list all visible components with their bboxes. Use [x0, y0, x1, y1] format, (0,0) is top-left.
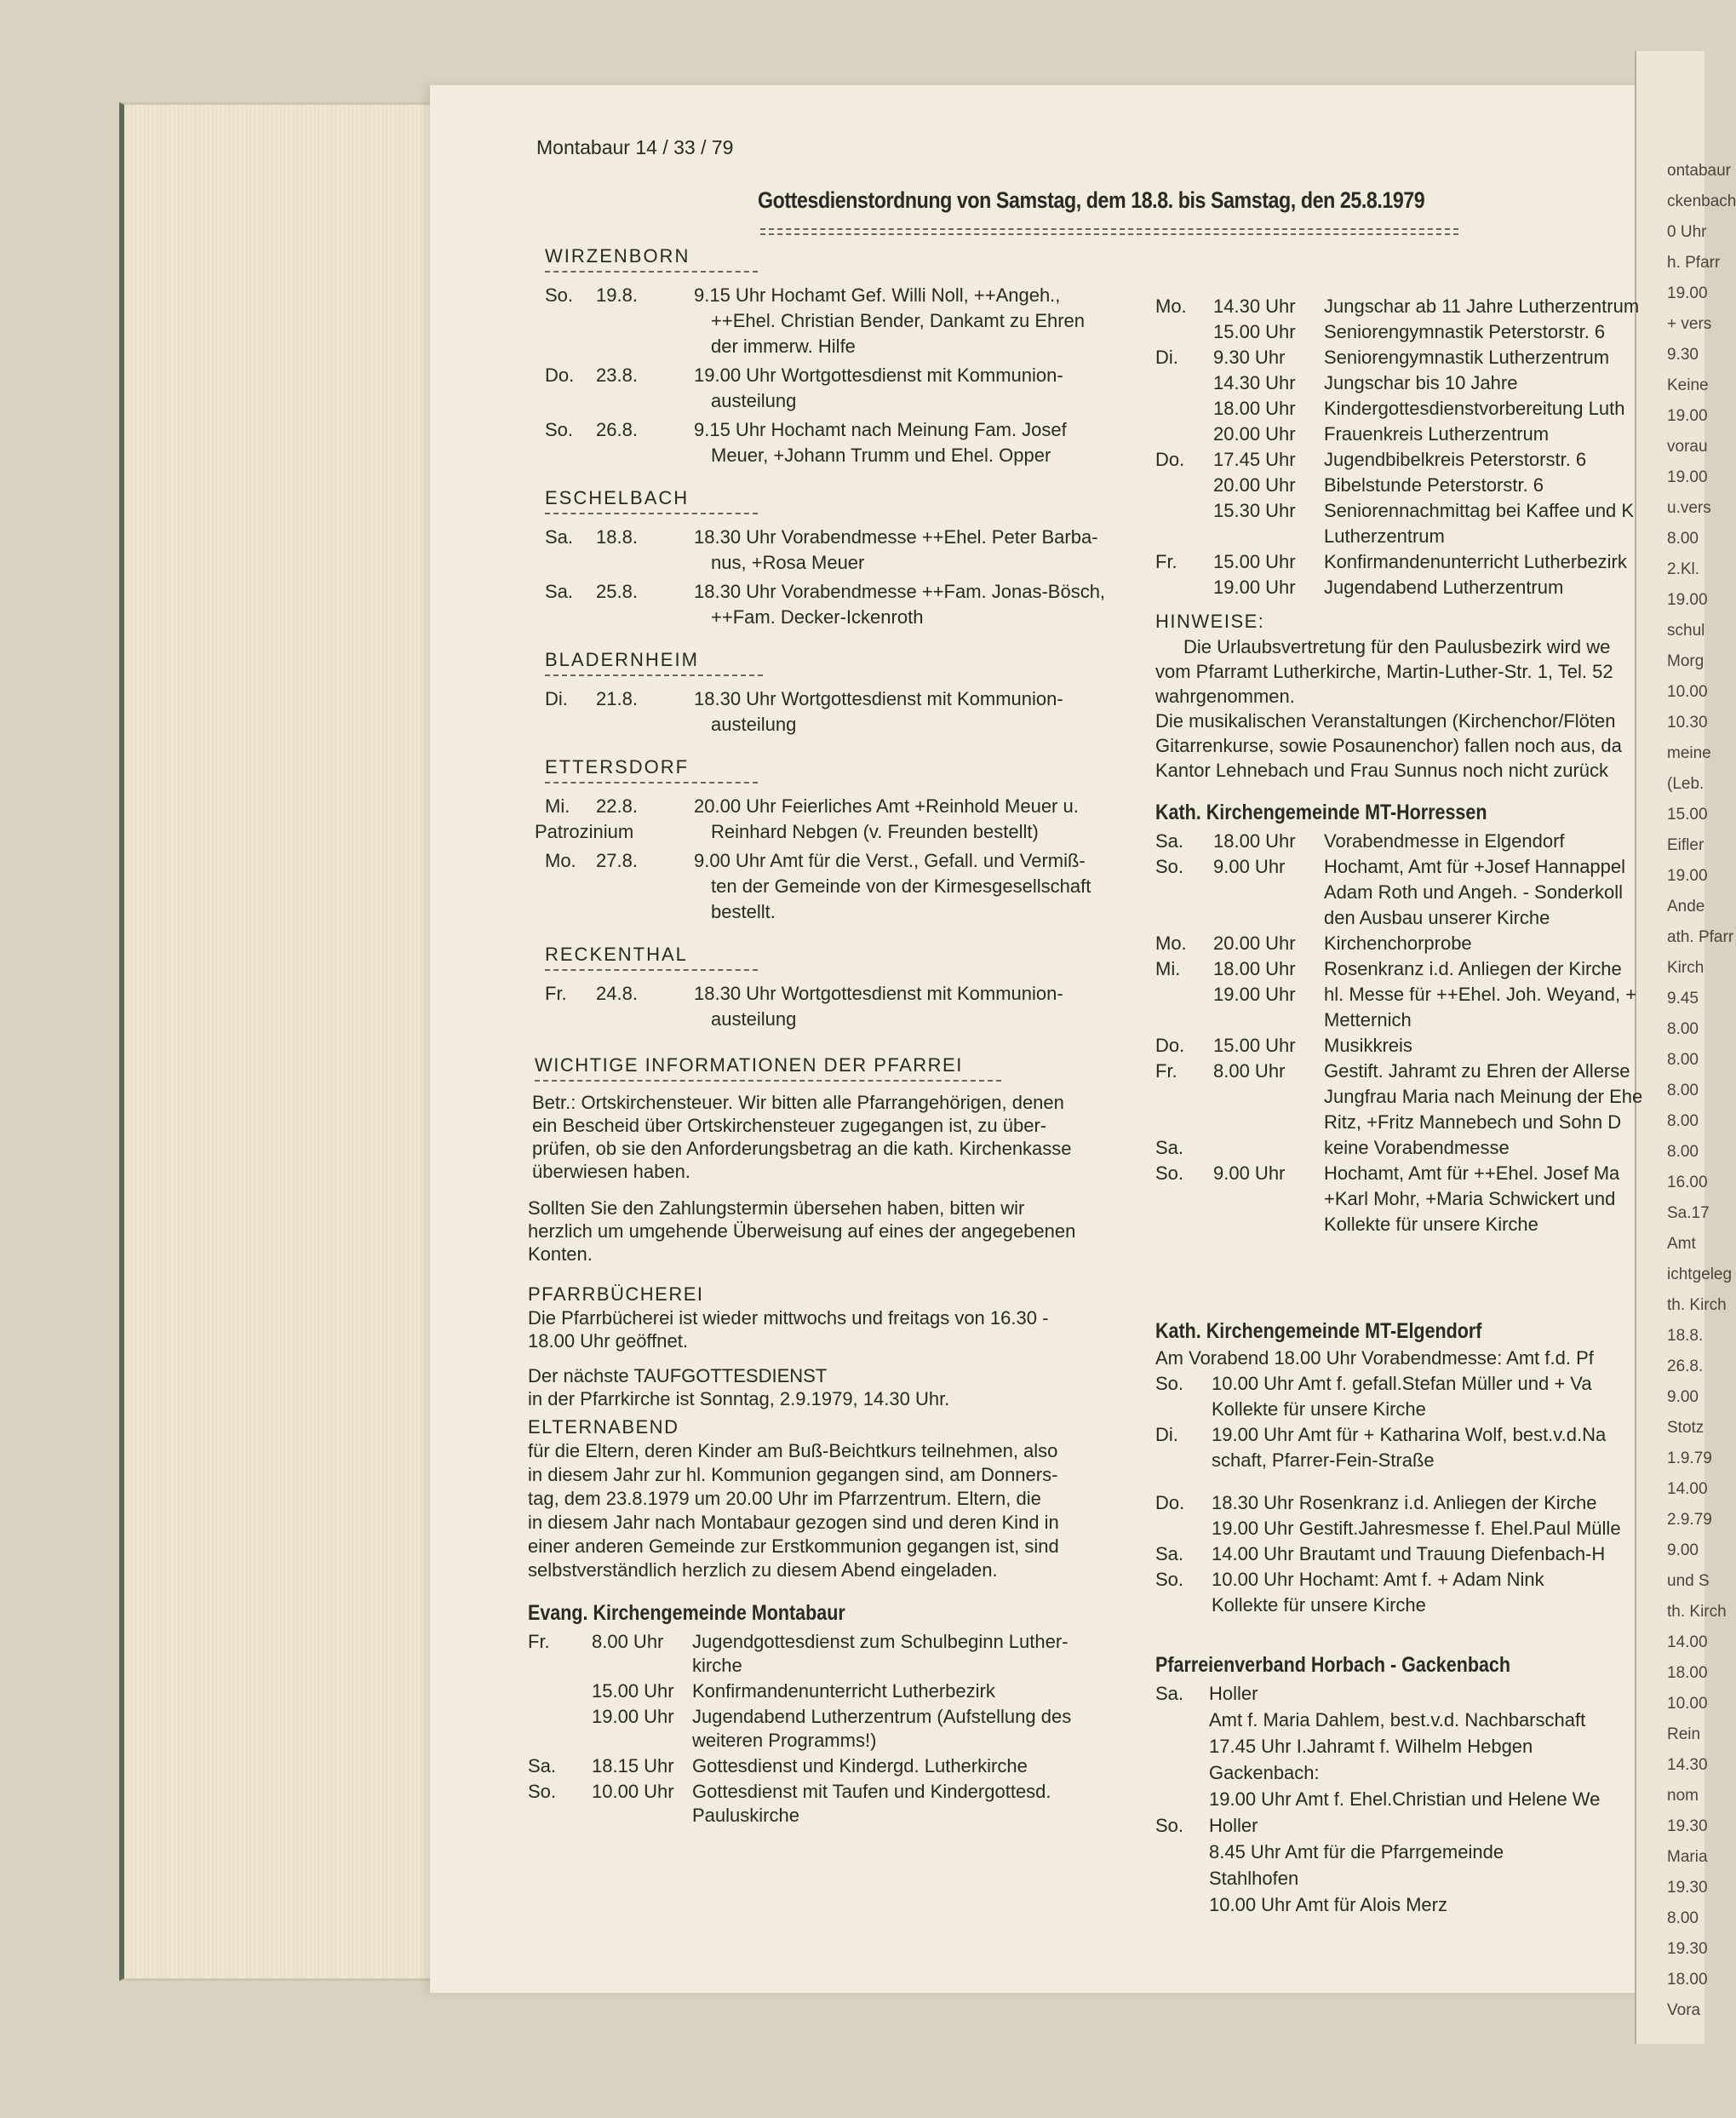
entry-date: 18.8. — [596, 526, 638, 548]
adjacent-page-text: Amt — [1667, 1235, 1696, 1253]
entry-text: Seniorennachmittag bei Kaffee und K — [1324, 500, 1635, 521]
entry-text: 9.15 Uhr Hochamt Gef. Willi Noll, ++Angeh., — [694, 284, 1061, 306]
info-paragraph-line: prüfen, ob sie den Anforderungsbetrag an die kath. Kirchenkasse — [532, 1138, 1072, 1159]
adjacent-page-text: 8.00 — [1667, 1082, 1699, 1099]
parents-evening-line: in diesem Jahr nach Montabaur gezogen sind und deren Kind in — [528, 1512, 1059, 1533]
adjacent-page-text: th. Kirch — [1667, 1603, 1727, 1621]
adjacent-page-text: 18.00 — [1667, 1971, 1708, 1989]
evang-church-title: Evang. Kirchengemeinde Montabaur — [528, 1601, 845, 1625]
entry-date: 26.8. — [596, 419, 638, 440]
elgendorf-title: Kath. Kirchengemeinde MT-Elgendorf — [1155, 1319, 1482, 1343]
entry-text: austeilung — [711, 714, 797, 735]
entry-text: Jungfrau Maria nach Meinung der Ehe — [1324, 1086, 1643, 1107]
entry-time: 19.00 Uhr — [1213, 984, 1296, 1005]
entry-time: 8.00 Uhr — [1213, 1060, 1286, 1082]
entry-text: Kollekte für unsere Kirche — [1212, 1398, 1426, 1420]
adjacent-page-text: 19.30 — [1667, 1940, 1708, 1958]
info-paragraph-line: Sollten Sie den Zahlungstermin übersehen haben, bitten wir — [528, 1197, 1025, 1219]
entry-time: 9.00 Uhr — [1213, 856, 1286, 877]
entry-text: 20.00 Uhr Feierliches Amt +Reinhold Meuer u. — [694, 795, 1079, 817]
entry-text: 14.00 Uhr Brautamt und Trauung Diefenbach-H — [1212, 1543, 1606, 1564]
entry-day: Sa. — [1155, 1543, 1184, 1564]
entry-day: Mo. — [545, 850, 576, 871]
entry-text: austeilung — [711, 1008, 797, 1030]
entry-text: Jungschar ab 11 Jahre Lutherzentrum — [1324, 296, 1640, 317]
section-underline — [545, 513, 758, 514]
entry-text: den Ausbau unserer Kirche — [1324, 907, 1550, 928]
entry-text: Gottesdienst und Kindergd. Lutherkirche — [692, 1755, 1028, 1776]
entry-day: Di. — [1155, 347, 1178, 368]
entry-text: Rosenkranz i.d. Anliegen der Kirche — [1324, 958, 1622, 979]
entry-day: So. — [1155, 856, 1184, 877]
entry-text: Holler — [1209, 1683, 1258, 1704]
entry-day: Sa. — [1155, 1137, 1184, 1158]
entry-text: Kirchenchorprobe — [1324, 933, 1472, 954]
info-underline — [535, 1080, 1001, 1082]
section-title: BLADERNHEIM — [545, 649, 699, 670]
entry-text: Kindergottesdienstvorbereitung Luth — [1324, 398, 1625, 419]
adjacent-page-text: Morg — [1667, 652, 1704, 670]
entry-day: Fr. — [528, 1631, 550, 1652]
entry-time: 10.00 Uhr — [592, 1781, 674, 1802]
adjacent-page-text: 10.30 — [1667, 714, 1708, 732]
entry-time: 9.00 Uhr — [1213, 1162, 1286, 1184]
adjacent-page-text: 16.00 — [1667, 1174, 1708, 1191]
parents-evening-line: einer anderen Gemeinde zur Erstkommunion gegangen ist, sind — [528, 1535, 1059, 1557]
notes-line: Kantor Lehnebach und Frau Sunnus noch nicht zurück — [1155, 760, 1609, 781]
adjacent-page-text: 19.30 — [1667, 1879, 1708, 1897]
entry-time: 20.00 Uhr — [1213, 933, 1296, 954]
entry-text: Pauluskirche — [692, 1805, 799, 1826]
entry-text: Meuer, +Johann Trumm und Ehel. Opper — [711, 445, 1051, 466]
adjacent-page-text: 14.00 — [1667, 1480, 1708, 1498]
entry-day: Do. — [1155, 1492, 1185, 1513]
adjacent-page-text: 18.8. — [1667, 1327, 1704, 1345]
entry-day: So. — [1155, 1373, 1184, 1394]
section-underline — [545, 674, 763, 676]
entry-text: 18.30 Uhr Vorabendmesse ++Ehel. Peter Barba- — [694, 526, 1098, 548]
entry-day: So. — [545, 419, 574, 440]
title-underline — [760, 228, 1458, 230]
notes-line: vom Pfarramt Lutherkirche, Martin-Luther-Str. 1, Tel. 52 — [1155, 661, 1613, 682]
entry-date: 24.8. — [596, 983, 638, 1004]
entry-day: Mo. — [1155, 933, 1187, 954]
entry-text: Jugendabend Lutherzentrum — [1324, 577, 1564, 598]
entry-text: Lutherzentrum — [1324, 525, 1445, 547]
entry-text: 19.00 Uhr Amt f. Ehel.Christian und Helene We — [1209, 1788, 1601, 1810]
entry-text: weiteren Programms!) — [692, 1730, 877, 1751]
notes-line: Die musikalischen Veranstaltungen (Kirchenchor/Flöten — [1155, 710, 1616, 732]
entry-day: Fr. — [545, 983, 567, 1004]
parents-evening-line: tag, dem 23.8.1979 um 20.00 Uhr im Pfarrzentrum. Eltern, die — [528, 1488, 1041, 1509]
adjacent-page-text: 19.00 — [1667, 468, 1708, 486]
entry-text: Seniorengymnastik Lutherzentrum — [1324, 347, 1610, 368]
entry-text: 17.45 Uhr I.Jahramt f. Wilhelm Hebgen — [1209, 1736, 1533, 1757]
entry-text: Jugendbibelkreis Peterstorstr. 6 — [1324, 449, 1587, 470]
adjacent-page-text: Maria — [1667, 1848, 1708, 1866]
entry-text: Kollekte für unsere Kirche — [1324, 1214, 1538, 1235]
entry-day: Sa. — [528, 1755, 557, 1776]
entry-time: 20.00 Uhr — [1213, 423, 1296, 445]
section-underline — [545, 969, 758, 971]
entry-day: Do. — [545, 364, 575, 386]
title-underline-2 — [760, 233, 1458, 235]
adjacent-page-text: 19.00 — [1667, 284, 1708, 302]
entry-text: Seniorengymnastik Peterstorstr. 6 — [1324, 321, 1606, 342]
info-paragraph-line: überwiesen haben. — [532, 1161, 690, 1182]
entry-day: Sa. — [1155, 830, 1184, 852]
adjacent-page-text: ckenbach — [1667, 192, 1736, 210]
entry-time: 14.30 Uhr — [1213, 372, 1296, 393]
entry-text: Gottesdienst mit Taufen und Kindergottesd. — [692, 1781, 1051, 1802]
entry-text: Gackenbach: — [1209, 1762, 1320, 1783]
entry-day: So. — [1155, 1815, 1184, 1836]
entry-text: austeilung — [711, 390, 797, 411]
entry-date: 22.8. — [596, 795, 638, 817]
entry-day: Mi. — [1155, 958, 1181, 979]
entry-date: 19.8. — [596, 284, 638, 306]
parents-evening-line: selbstverständlich herzlich zu diesem Abend eingeladen. — [528, 1559, 998, 1581]
entry-text: 18.30 Uhr Wortgottesdienst mit Kommunion- — [694, 983, 1063, 1004]
adjacent-page-text: u.vers — [1667, 499, 1711, 517]
section-title: ESCHELBACH — [545, 487, 690, 508]
adjacent-page-text: ichtgeleg — [1667, 1266, 1733, 1283]
entry-day: Mo. — [1155, 296, 1187, 317]
entry-time: 19.00 Uhr — [1213, 577, 1296, 598]
entry-time: 15.00 Uhr — [592, 1680, 674, 1702]
adjacent-page-text: 8.00 — [1667, 1143, 1699, 1161]
adjacent-page-text: 26.8. — [1667, 1357, 1704, 1375]
adjacent-page-text: 10.00 — [1667, 1695, 1708, 1713]
horbach-title: Pfarreienverband Horbach - Gackenbach — [1155, 1653, 1511, 1677]
adjacent-page-text: Ande — [1667, 898, 1705, 916]
entry-text: 10.00 Uhr Amt f. gefall.Stefan Müller und + Va — [1212, 1373, 1592, 1394]
entry-time: 18.00 Uhr — [1213, 830, 1296, 852]
entry-text: Jugendgottesdienst zum Schulbeginn Luther- — [692, 1631, 1069, 1652]
entry-text: 19.00 Uhr Gestift.Jahresmesse f. Ehel.Paul Mülle — [1212, 1518, 1621, 1539]
entry-day: Fr. — [1155, 551, 1177, 572]
entry-day: So. — [1155, 1569, 1184, 1590]
entry-time: 9.30 Uhr — [1213, 347, 1286, 368]
adjacent-page-text: 14.30 — [1667, 1756, 1708, 1774]
entry-text: Frauenkreis Lutherzentrum — [1324, 423, 1550, 445]
entry-text: ten der Gemeinde von der Kirmesgesellschaft — [711, 875, 1091, 897]
adjacent-page-text: 14.00 — [1667, 1633, 1708, 1651]
baptism-text-line: in der Pfarrkirche ist Sonntag, 2.9.1979, 14.30 Uhr. — [528, 1388, 950, 1409]
entry-time: 15.30 Uhr — [1213, 500, 1296, 521]
entry-text: 18.30 Uhr Vorabendmesse ++Fam. Jonas-Bösch, — [694, 581, 1106, 602]
entry-text: Musikkreis — [1324, 1035, 1412, 1056]
adjacent-page-text: 8.00 — [1667, 1051, 1699, 1069]
adjacent-page-text: 8.00 — [1667, 1909, 1699, 1927]
parents-evening-title: ELTERNABEND — [528, 1416, 679, 1438]
adjacent-page-text: 9.30 — [1667, 346, 1699, 364]
entry-text: Amt f. Maria Dahlem, best.v.d. Nachbarschaft — [1209, 1709, 1586, 1731]
entry-text: Jugendabend Lutherzentrum (Aufstellung des — [692, 1706, 1072, 1727]
entry-text: Hochamt, Amt für ++Ehel. Josef Ma — [1324, 1162, 1620, 1184]
adjacent-page-text: Stotz — [1667, 1419, 1704, 1437]
entry-text: Vorabendmesse in Elgendorf — [1324, 830, 1565, 852]
adjacent-page-text: 10.00 — [1667, 683, 1708, 701]
entry-text: Reinhard Nebgen (v. Freunden bestellt) — [711, 821, 1039, 842]
adjacent-page-text: Keine — [1667, 376, 1709, 394]
entry-text: Konfirmandenunterricht Lutherbezirk — [692, 1680, 995, 1702]
section-title: WIRZENBORN — [545, 245, 690, 267]
entry-note: Patrozinium — [535, 821, 634, 842]
entry-date: 23.8. — [596, 364, 638, 386]
notes-title: HINWEISE: — [1155, 611, 1265, 632]
entry-text: Ritz, +Fritz Mannebech und Sohn D — [1324, 1111, 1622, 1133]
entry-text: Adam Roth und Angeh. - Sonderkoll — [1324, 881, 1624, 903]
adjacent-page-text: nom — [1667, 1787, 1699, 1805]
parents-evening-line: in diesem Jahr zur hl. Kommunion gegangen sind, am Donners- — [528, 1464, 1058, 1485]
entry-day: Sa. — [545, 581, 574, 602]
entry-date: 27.8. — [596, 850, 638, 871]
entry-text: nus, +Rosa Meuer — [711, 552, 865, 573]
adjacent-page-text: Eifler — [1667, 836, 1704, 854]
entry-day: Do. — [1155, 1035, 1185, 1056]
entry-day: Fr. — [1155, 1060, 1177, 1082]
entry-time: 19.00 Uhr — [592, 1706, 674, 1727]
entry-text: 18.30 Uhr Wortgottesdienst mit Kommunion- — [694, 688, 1063, 709]
entry-time: 8.00 Uhr — [592, 1631, 664, 1652]
entry-time: 18.00 Uhr — [1213, 958, 1296, 979]
entry-text: Gestift. Jahramt zu Ehren der Allerse — [1324, 1060, 1630, 1082]
entry-text: ++Fam. Decker-Ickenroth — [711, 606, 924, 628]
parents-evening-line: für die Eltern, deren Kinder am Buß-Beichtkurs teilnehmen, also — [528, 1440, 1058, 1461]
entry-date: 25.8. — [596, 581, 638, 602]
main-title: Gottesdienstordnung von Samstag, dem 18.8. bis Samstag, den 25.8.1979 — [758, 187, 1425, 213]
entry-time: 14.30 Uhr — [1213, 296, 1296, 317]
entry-text: 19.00 Uhr Amt für + Katharina Wolf, best.v.d.Na — [1212, 1424, 1607, 1445]
adjacent-page-text: schul — [1667, 622, 1705, 640]
entry-day: Do. — [1155, 449, 1185, 470]
entry-time: 15.00 Uhr — [1213, 321, 1296, 342]
entry-text: hl. Messe für ++Ehel. Joh. Weyand, + — [1324, 984, 1637, 1005]
adjacent-page-text: Sa.17 — [1667, 1204, 1710, 1222]
entry-day: Di. — [1155, 1424, 1178, 1445]
adjacent-page-text: 19.30 — [1667, 1817, 1708, 1835]
entry-text: 10.00 Uhr Hochamt: Amt f. + Adam Nink — [1212, 1569, 1544, 1590]
entry-text: Kollekte für unsere Kirche — [1212, 1594, 1426, 1616]
entry-time: 15.00 Uhr — [1213, 1035, 1296, 1056]
entry-text: 9.00 Uhr Amt für die Verst., Gefall. und Vermiß- — [694, 850, 1086, 871]
library-text-line: Die Pfarrbücherei ist wieder mittwochs und freitags von 16.30 - — [528, 1307, 1049, 1329]
entry-time: 20.00 Uhr — [1213, 474, 1296, 496]
adjacent-page-text: 2.9.79 — [1667, 1511, 1712, 1529]
adjacent-page-text: ath. Pfarr — [1667, 928, 1734, 946]
section-underline — [545, 271, 758, 273]
adjacent-page-text: 9.00 — [1667, 1388, 1699, 1406]
entry-day: So. — [1155, 1162, 1184, 1184]
adjacent-page-text: 8.00 — [1667, 530, 1699, 548]
adjacent-page-text: 8.00 — [1667, 1020, 1699, 1038]
adjacent-page-text: meine — [1667, 744, 1711, 762]
adjacent-page-text: th. Kirch — [1667, 1296, 1727, 1314]
book-page-edges — [119, 102, 456, 1981]
adjacent-page-text: Kirch — [1667, 959, 1704, 977]
entry-text: kirche — [692, 1655, 742, 1676]
adjacent-page-text: h. Pfarr — [1667, 254, 1721, 272]
entry-day: So. — [545, 284, 574, 306]
adjacent-page-fragment — [1635, 51, 1736, 2044]
entry-text: Konfirmandenunterricht Lutherbezirk — [1324, 551, 1627, 572]
entry-time: 18.15 Uhr — [592, 1755, 674, 1776]
entry-text: keine Vorabendmesse — [1324, 1137, 1510, 1158]
adjacent-page-text: 1.9.79 — [1667, 1449, 1712, 1467]
adjacent-page-text: 19.00 — [1667, 407, 1708, 425]
adjacent-page-text: 2.Kl. — [1667, 560, 1700, 578]
entry-day: Mi. — [545, 795, 570, 817]
entry-day: Di. — [545, 688, 568, 709]
adjacent-page-text: und S — [1667, 1572, 1710, 1590]
entry-text: 9.15 Uhr Hochamt nach Meinung Fam. Josef — [694, 419, 1067, 440]
adjacent-page-text: ontabaur — [1667, 162, 1732, 180]
horressen-title: Kath. Kirchengemeinde MT-Horressen — [1155, 801, 1487, 824]
entry-date: 21.8. — [596, 688, 638, 709]
adjacent-page-text: 15.00 — [1667, 806, 1708, 824]
entry-day: Sa. — [545, 526, 574, 548]
entry-time: 15.00 Uhr — [1213, 551, 1296, 572]
entry-text: +Karl Mohr, +Maria Schwickert und — [1324, 1188, 1616, 1209]
adjacent-page-text: 9.00 — [1667, 1541, 1699, 1559]
notes-line: Gitarrenkurse, sowie Posaunenchor) fallen noch aus, da — [1155, 735, 1622, 756]
adjacent-page-text: (Leb. — [1667, 775, 1704, 793]
adjacent-page-text: vorau — [1667, 438, 1708, 456]
entry-text: Metternich — [1324, 1009, 1412, 1030]
baptism-text-line: Der nächste TAUFGOTTESDIENST — [528, 1365, 828, 1386]
entry-text: ++Ehel. Christian Bender, Dankamt zu Ehren — [711, 310, 1086, 331]
section-underline — [545, 782, 758, 783]
adjacent-page-text: 9.45 — [1667, 990, 1699, 1007]
entry-text: Hochamt, Amt für +Josef Hannappel — [1324, 856, 1626, 877]
entry-text: 18.30 Uhr Rosenkranz i.d. Anliegen der Kirche — [1212, 1492, 1597, 1513]
notes-line: wahrgenommen. — [1155, 686, 1295, 707]
adjacent-page-text: 18.00 — [1667, 1664, 1708, 1682]
info-paragraph-line: Betr.: Ortskirchensteuer. Wir bitten alle Pfarrangehörigen, denen — [532, 1092, 1064, 1113]
entry-day: So. — [528, 1781, 557, 1802]
entry-text: schaft, Pfarrer-Fein-Straße — [1212, 1449, 1435, 1471]
adjacent-page-text: 8.00 — [1667, 1112, 1699, 1130]
entry-text: bestellt. — [711, 901, 776, 922]
adjacent-page-text: 19.00 — [1667, 867, 1708, 885]
entry-text: Jungschar bis 10 Jahre — [1324, 372, 1518, 393]
entry-text: 8.45 Uhr Amt für die Pfarrgemeinde — [1209, 1841, 1504, 1863]
adjacent-page-text: + vers — [1667, 315, 1712, 333]
entry-text: 10.00 Uhr Amt für Alois Merz — [1209, 1894, 1447, 1915]
entry-time: 18.00 Uhr — [1213, 398, 1296, 419]
page-header: Montabaur 14 / 33 / 79 — [536, 136, 734, 158]
entry-text: der immerw. Hilfe — [711, 336, 856, 357]
section-title: RECKENTHAL — [545, 944, 688, 965]
adjacent-page-text: 19.00 — [1667, 591, 1708, 609]
notes-line: Die Urlaubsvertretung für den Paulusbezirk wird we — [1183, 636, 1611, 657]
info-paragraph-line: herzlich um umgehende Überweisung auf eines der angegebenen — [528, 1220, 1076, 1242]
entry-text: Holler — [1209, 1815, 1258, 1836]
entry-text: 19.00 Uhr Wortgottesdienst mit Kommunion- — [694, 364, 1063, 386]
info-paragraph-line: Konten. — [528, 1243, 593, 1265]
adjacent-page-text: 0 Uhr — [1667, 223, 1707, 241]
entry-text: Bibelstunde Peterstorstr. 6 — [1324, 474, 1544, 496]
entry-day: Sa. — [1155, 1683, 1184, 1704]
entry-text: Stahlhofen — [1209, 1868, 1299, 1889]
entry-time: 17.45 Uhr — [1213, 449, 1296, 470]
section-title: ETTERSDORF — [545, 756, 690, 778]
adjacent-page-text: Vora — [1667, 2001, 1701, 2019]
info-title: WICHTIGE INFORMATIONEN DER PFARREI — [535, 1054, 963, 1076]
library-title: PFARRBÜCHEREI — [528, 1283, 704, 1305]
adjacent-page-text: Rein — [1667, 1725, 1701, 1743]
library-text-line: 18.00 Uhr geöffnet. — [528, 1330, 688, 1352]
elgendorf-intro: Am Vorabend 18.00 Uhr Vorabendmesse: Amt f.d. Pf — [1155, 1347, 1594, 1369]
info-paragraph-line: ein Bescheid über Ortskirchensteuer zugegangen ist, zu über- — [532, 1115, 1047, 1136]
